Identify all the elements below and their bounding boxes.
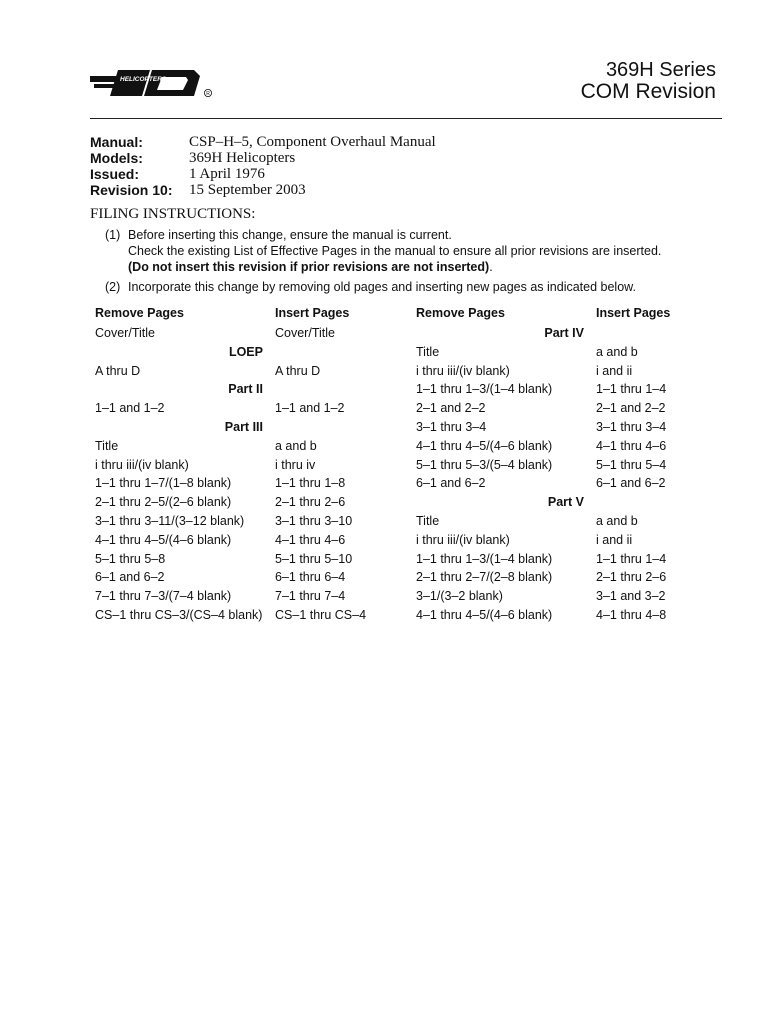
series-title: 369H Series — [605, 59, 716, 81]
header-divider — [90, 118, 722, 119]
meta-label: Models: — [90, 150, 143, 166]
remove-page-cell: 6–1 and 6–2 — [416, 476, 486, 491]
insert-page-cell: 5–1 thru 5–10 — [275, 551, 353, 566]
remove-page-cell: 1–1 thru 1–3/(1–4 blank) — [416, 551, 553, 566]
insert-page-cell: 5–1 thru 5–4 — [596, 457, 667, 472]
instruction-2 — [105, 279, 705, 295]
meta-value: 369H Helicopters — [189, 150, 296, 166]
doc-heading — [581, 60, 716, 102]
filing-instructions-title: FILING INSTRUCTIONS: — [90, 206, 256, 222]
insert-page-cell: 2–1 thru 2–6 — [275, 495, 346, 510]
insert-page-cell: i thru iv — [275, 457, 316, 472]
insert-page-cell: 4–1 thru 4–8 — [596, 608, 667, 622]
remove-page-cell: i thru iii/(iv blank) — [416, 363, 510, 378]
insert-page-cell: 1–1 thru 1–4 — [596, 551, 667, 566]
remove-page-cell: 2–1 thru 2–7/(2–8 blank) — [416, 570, 553, 585]
instruction-warning: (Do not insert this revision if prior revisions are not inserted) — [128, 260, 490, 274]
insert-page-cell: 4–1 thru 4–6 — [596, 438, 667, 453]
insert-page-cell: i and ii — [596, 532, 633, 547]
insert-page-cell: 3–1 and 3–2 — [596, 589, 666, 604]
meta-label: Issued: — [90, 166, 140, 182]
section-heading: Part II — [228, 382, 263, 397]
section-heading: Part III — [224, 420, 263, 434]
remove-page-cell: Title — [95, 438, 119, 453]
insert-page-cell: 1–1 thru 1–4 — [596, 382, 667, 397]
section-heading: LOEP — [228, 344, 263, 359]
remove-page-cell: 4–1 thru 4–5/(4–6 blank) — [95, 532, 232, 547]
meta-row — [90, 166, 710, 182]
insert-page-cell: 3–1 thru 3–4 — [596, 420, 667, 434]
insert-page-cell: 2–1 thru 2–6 — [596, 570, 667, 585]
column-header-remove: Remove Pages — [416, 306, 505, 320]
meta-value: 1 April 1976 — [189, 166, 265, 182]
doc-type-title: COM Revision — [580, 80, 716, 103]
column-header-insert: Insert Pages — [596, 306, 671, 320]
remove-page-cell: 4–1 thru 4–5/(4–6 blank) — [416, 608, 553, 622]
insert-page-cell: 7–1 thru 7–4 — [275, 589, 346, 604]
insert-page-cell: 6–1 thru 6–4 — [275, 570, 346, 585]
remove-page-cell: 2–1 thru 2–5/(2–6 blank) — [95, 495, 232, 510]
insert-page-cell: Cover/Title — [275, 326, 335, 340]
manual-metadata — [90, 134, 710, 198]
meta-row — [90, 182, 710, 198]
remove-page-cell: 3–1/(3–2 blank) — [416, 589, 503, 604]
insert-page-cell: CS–1 thru CS–4 — [275, 608, 367, 622]
remove-page-cell: CS–1 thru CS–3/(CS–4 blank) — [95, 608, 263, 622]
insert-page-cell: a and b — [596, 514, 638, 528]
meta-value: 15 September 2003 — [189, 182, 306, 198]
meta-label: Revision 10: — [90, 182, 173, 198]
remove-page-cell: 6–1 and 6–2 — [95, 570, 165, 585]
logo-text: HELICOPTERS — [120, 76, 167, 83]
remove-page-cell: Title — [416, 514, 440, 528]
remove-page-cell: 7–1 thru 7–3/(7–4 blank) — [95, 589, 232, 604]
remove-page-cell: 1–1 thru 1–7/(1–8 blank) — [95, 476, 232, 491]
remove-page-cell: A thru D — [95, 363, 141, 378]
insert-page-cell: 4–1 thru 4–6 — [275, 532, 346, 547]
remove-page-cell: 4–1 thru 4–5/(4–6 blank) — [416, 438, 553, 453]
instruction-text: . — [489, 260, 493, 274]
meta-row — [90, 134, 710, 150]
insert-page-cell: 3–1 thru 3–10 — [275, 514, 353, 528]
remove-page-cell: i thru iii/(iv blank) — [416, 532, 510, 547]
insert-page-cell: a and b — [275, 438, 317, 453]
remove-page-cell: 3–1 thru 3–4 — [416, 420, 487, 434]
meta-label: Manual: — [90, 134, 143, 150]
section-heading: Part IV — [544, 326, 584, 340]
remove-page-cell: i thru iii/(iv blank) — [95, 457, 189, 472]
remove-page-cell: Title — [416, 344, 440, 359]
insert-page-cell: 1–1 thru 1–8 — [275, 476, 346, 491]
remove-page-cell: 5–1 thru 5–3/(5–4 blank) — [416, 457, 553, 472]
instruction-1 — [105, 227, 705, 275]
insert-page-cell: 2–1 and 2–2 — [596, 401, 666, 416]
insert-page-cell: a and b — [596, 344, 638, 359]
insert-page-cell: 6–1 and 6–2 — [596, 476, 666, 491]
remove-page-cell: 1–1 thru 1–3/(1–4 blank) — [416, 382, 553, 397]
svg-text:R: R — [206, 91, 210, 97]
instruction-number: (2) — [105, 280, 121, 294]
instruction-number: (1) — [105, 228, 121, 242]
section-heading: Part V — [547, 495, 584, 510]
instruction-text: Incorporate this change by removing old pages and inserting new pages as indicated below. — [128, 280, 636, 294]
insert-page-cell: i and ii — [596, 363, 633, 378]
column-header-remove: Remove Pages — [95, 306, 184, 320]
remove-page-cell: 3–1 thru 3–11/(3–12 blank) — [95, 514, 245, 528]
insert-page-cell: 1–1 and 1–2 — [275, 401, 345, 416]
meta-row — [90, 150, 710, 166]
remove-page-cell: 1–1 and 1–2 — [95, 401, 165, 416]
column-header-insert: Insert Pages — [275, 306, 350, 320]
remove-page-cell: 5–1 thru 5–8 — [95, 551, 166, 566]
meta-value: CSP–H–5, Component Overhaul Manual — [189, 134, 436, 150]
remove-page-cell: 2–1 and 2–2 — [416, 401, 486, 416]
insert-page-cell: A thru D — [275, 363, 321, 378]
instruction-text: Before inserting this change, ensure the manual is current. — [128, 228, 452, 242]
md-helicopters-logo — [90, 62, 215, 102]
instruction-text: Check the existing List of Effective Pages in the manual to ensure all prior revisions are inserted. — [128, 244, 662, 258]
remove-page-cell: Cover/Title — [95, 326, 155, 340]
